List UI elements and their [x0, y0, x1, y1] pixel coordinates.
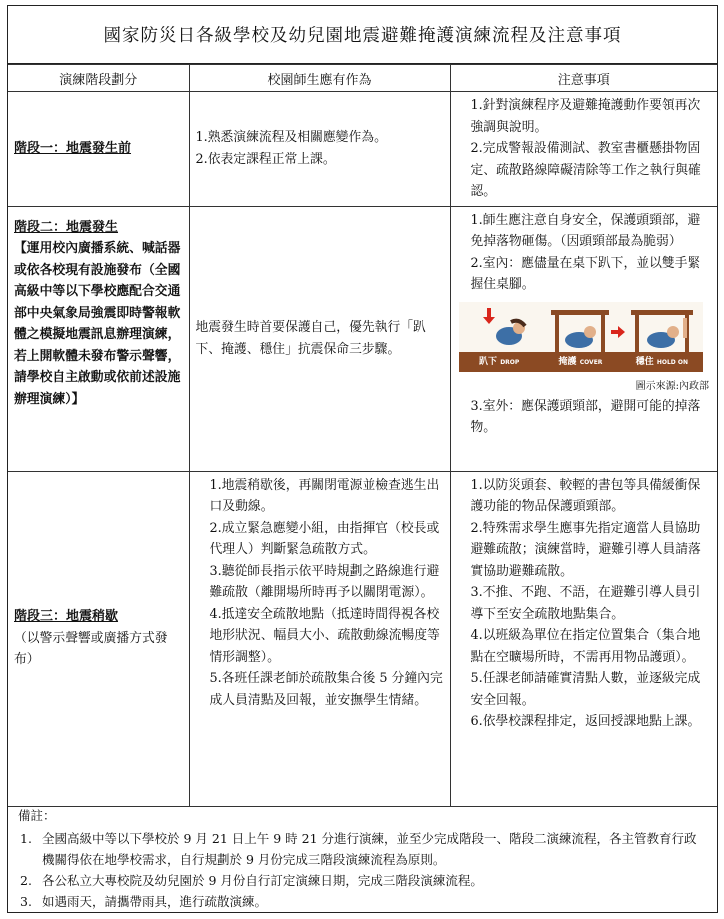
- notes-section: [8, 801, 717, 912]
- list-item: 2.室內：應儘量在桌下趴下，並以雙手緊握住桌腳。: [470, 255, 701, 292]
- table-header-row: [8, 65, 717, 92]
- cautions-cell: [450, 206, 717, 471]
- cautions-list: [457, 396, 712, 439]
- stage-title: 階段二：地震發生: [14, 219, 119, 235]
- header-stage: 演練階段劃分: [8, 65, 189, 92]
- drill-table: [8, 64, 717, 807]
- cautions-cell: [450, 471, 717, 806]
- list-item: 3.室外：應保護頭頸部，避開可能的掉落物。: [470, 398, 701, 435]
- table-row-stage-2: [8, 206, 717, 471]
- stage-note: 【運用校內廣播系統、喊話器或依各校現有設施發布（全國高級中等以下學校應配合交通部中央氣象局強震即時警報軟體之模擬地震訊息辦理演練，若上開軟體未發布警示聲響，請學校自主啟動或依前述設施辦理演練）】: [14, 241, 181, 407]
- stage-cell: [8, 471, 189, 806]
- illustration-label-strip: [459, 352, 703, 372]
- action-item: 1.熟悉演練流程及相關應變作為。: [195, 130, 387, 146]
- notes-heading: 備註：: [18, 808, 56, 823]
- list-item: 1. 全國高級中等以下學校於 9 月 21 日上午 9 時 21 分進行演練，並至少完成階段一、階段二演練流程，各主管教育行政機關得依在地學校需求，自行規劃於 9 月份完成三階段演練流程為原則。: [20, 831, 697, 867]
- actions-cell: [189, 471, 450, 806]
- list-item: 1.針對演練程序及避難掩護動作要領再次強調與說明。: [470, 98, 701, 135]
- list-item: 2. 各公私立大專校院及幼兒園於 9 月份自行訂定演練日期，完成三階段演練流程。: [20, 873, 483, 888]
- list-item: 3.聽從師長指示依平時規劃之路線進行避難疏散（離開場所時再予以關閉電源）。: [209, 563, 440, 600]
- actions-list: [196, 475, 444, 712]
- actions-cell: [189, 92, 450, 207]
- action-item: 2.依表定課程正常上課。: [195, 151, 336, 167]
- actions-cell: [189, 206, 450, 471]
- cautions-list: [457, 210, 712, 296]
- stage-title: 階段三：地震稍歇: [14, 609, 119, 625]
- list-item: 1.地震稍歇後，再關閉電源並檢查逃生出口及動線。: [209, 477, 440, 514]
- cautions-cell: [450, 92, 717, 207]
- cautions-list: [457, 95, 712, 203]
- header-actions: 校園師生應有作為: [189, 65, 450, 92]
- stage-cell: [8, 92, 189, 207]
- drill-figures-image: [459, 302, 703, 352]
- document-frame: [7, 5, 718, 913]
- drop-cover-hold-illustration: [459, 302, 703, 372]
- list-item: 4.以班級為單位在指定位置集合（集合地點在空曠場所時，不需再用物品護頭）。: [470, 628, 701, 665]
- stage-cell: [8, 206, 189, 471]
- stage-note: （以警示聲響或廣播方式發布）: [14, 630, 168, 668]
- illustration-label: 穩住 HOLD ON: [635, 356, 688, 367]
- notes-list: [18, 828, 707, 912]
- list-item: 4.抵達安全疏散地點（抵達時間得視各校地形狀況、幅員大小、疏散動線流暢度等情形調整）。: [209, 606, 440, 665]
- table-row-stage-3: [8, 471, 717, 806]
- cautions-list: [457, 475, 712, 733]
- image-source: 圖示來源:內政部: [635, 380, 709, 392]
- stage-title: 階段一：地震發生前: [14, 141, 132, 156]
- list-item: 1.以防災頭套、較輕的書包等具備緩衝保護功能的物品保護頭頸部。: [470, 477, 701, 514]
- list-item: 5.任課老師請確實清點人數，並逐級完成安全回報。: [470, 671, 701, 708]
- action-text: 地震發生時首要保護自己，優先執行「趴下、掩護、穩住」抗震保命三步驟。: [195, 320, 426, 357]
- list-item: 2.成立緊急應變小組，由指揮官（校長或代理人）判斷緊急疏散方式。: [209, 520, 440, 557]
- list-item: 3.不推、不跑、不語，在避難引導人員引導下至安全疏散地點集合。: [470, 585, 701, 622]
- list-item: 2.特殊需求學生應事先指定適當人員協助避難疏散；演練當時，避難引導人員請落實協助避難疏散。: [470, 520, 701, 579]
- header-cautions: 注意事項: [450, 65, 717, 92]
- list-item: 3. 如遇雨天，請攜帶雨具，進行疏散演練。: [20, 894, 268, 909]
- table-row-stage-1: [8, 92, 717, 207]
- illustration-label: 掩護 COVER: [558, 356, 603, 367]
- page-title: 國家防災日各級學校及幼兒園地震避難掩護演練流程及注意事項: [8, 6, 717, 64]
- illustration-label: 趴下 DROP: [479, 356, 520, 367]
- list-item: 6.依學校課程排定，返回授課地點上課。: [470, 714, 701, 729]
- list-item: 2.完成警報設備測試、教室書櫃懸掛物固定、疏散路線障礙清除等工作之執行與確認。: [470, 141, 701, 199]
- list-item: 5.各班任課老師於疏散集合後 5 分鐘內完成人員清點及回報，並安撫學生情緒。: [209, 671, 443, 708]
- list-item: 1.師生應注意自身安全，保護頭頸部，避免掉落物砸傷。（因頭頸部最為脆弱）: [470, 212, 701, 249]
